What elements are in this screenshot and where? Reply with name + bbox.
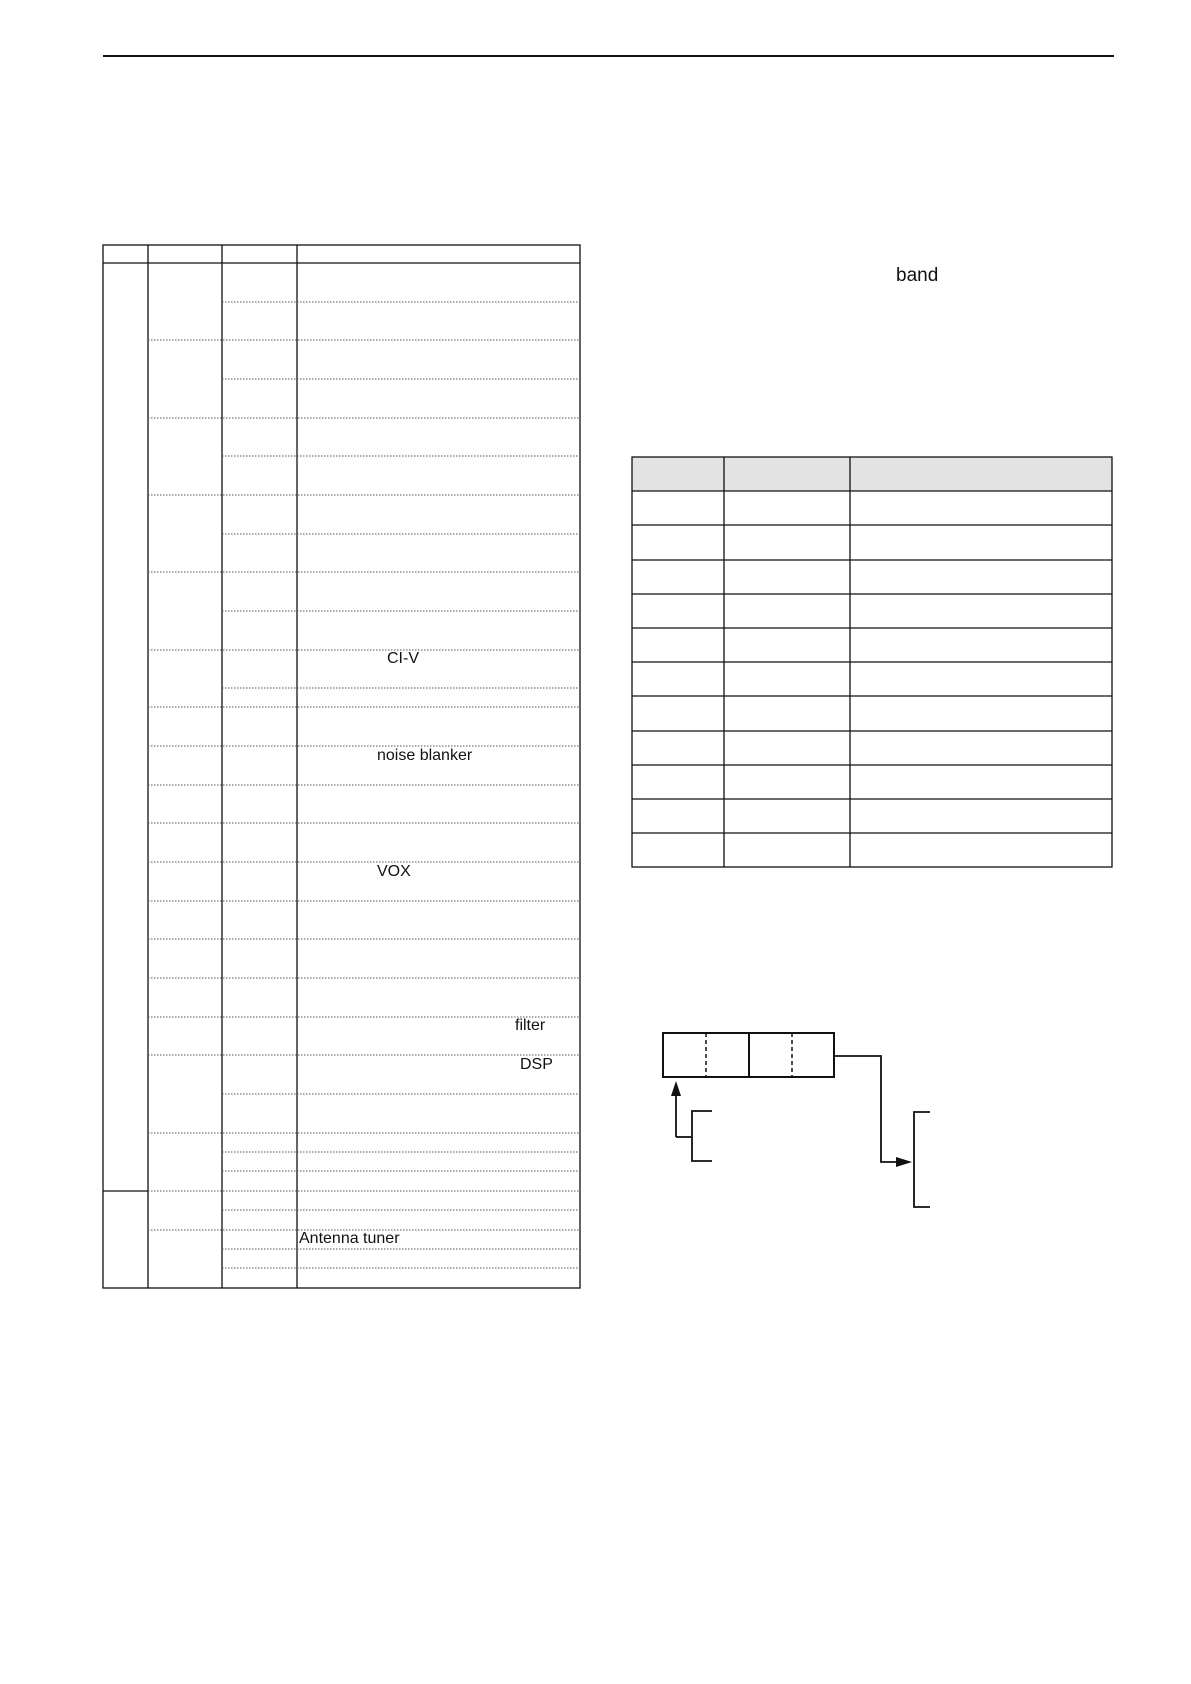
vox-label: VOX xyxy=(377,863,411,880)
band-label: band xyxy=(896,265,939,286)
noise-blanker-label: noise blanker xyxy=(377,747,473,764)
left-arrow-head xyxy=(671,1081,681,1096)
antenna-tuner-label: Antenna tuner xyxy=(299,1230,400,1247)
left-bracket xyxy=(692,1111,712,1161)
filter-label: filter xyxy=(515,1017,546,1034)
right-arrow-head xyxy=(896,1157,912,1167)
right-arrow-line xyxy=(834,1056,898,1162)
civ-label: CI-V xyxy=(387,650,419,667)
dsp-label: DSP xyxy=(520,1056,553,1073)
right-bracket xyxy=(914,1112,930,1207)
